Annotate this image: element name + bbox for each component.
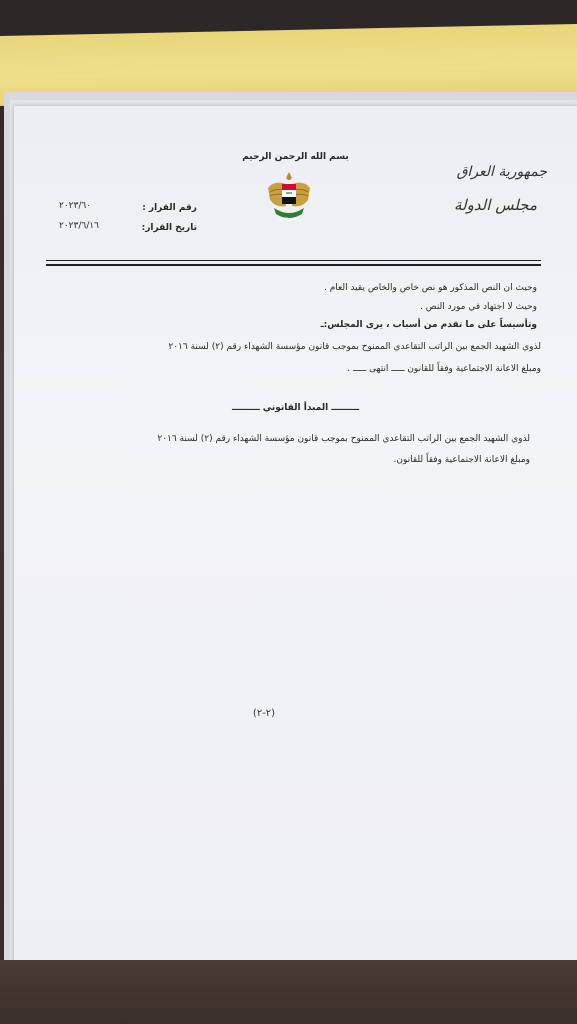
header-rule-thin — [46, 260, 541, 261]
legal-principle-heading: ـــــــــ المبدأ القانوني ـــــــــ — [231, 403, 360, 413]
principle-line: ومبلغ الاعانة الاجتماعية وفقاً للقانون. — [393, 455, 530, 465]
body-line: وحيث لا اجتهاد في مورد النص . — [420, 302, 537, 312]
emblem-caption: مجلس الدولة — [277, 216, 301, 221]
principle-line: لذوي الشهيد الجمع بين الراتب التقاعدي الممنوح بموجب قانون مؤسسة الشهداء رقم (٢) لسنة ٢٠١٦ — [157, 434, 530, 444]
body-line: لذوي الشهيد الجمع بين الراتب التقاعدي الممنوح بموجب قانون مؤسسة الشهداء رقم (٢) لسنة ٢٠١٦ — [168, 342, 541, 352]
decision-number-label: رقم القرار : — [142, 203, 197, 213]
desk-surface — [0, 960, 577, 1024]
basmala: بسم الله الرحمن الرحيم — [242, 152, 349, 162]
decision-date-value: ٢٠٢٣/٦/١٦ — [59, 221, 99, 231]
page-number: (٢-٢) — [252, 708, 276, 719]
decision-date-label: تاريخ القرار: — [141, 223, 197, 233]
body-line: وحيث ان النص المذكور هو نص خاص والخاص يقيد العام . — [323, 283, 537, 293]
council-opinion-line: وتأسيساً على ما تقدم من أسباب ، يرى المجلس:ـ — [320, 320, 537, 330]
council-logo-text: مجلس الدولة — [453, 196, 537, 214]
eagle-emblem-icon — [264, 168, 314, 230]
republic-logo-text: جمهورية العراق — [456, 164, 547, 180]
decision-number-value: ٢٠٢٣/٦٠ — [59, 201, 92, 211]
document-page — [14, 106, 577, 976]
header-rule-thick — [46, 264, 541, 266]
body-line: ومبلغ الاعانة الاجتماعية وفقاً للقانون ـــــ انتهى ـــــ . — [347, 364, 541, 374]
